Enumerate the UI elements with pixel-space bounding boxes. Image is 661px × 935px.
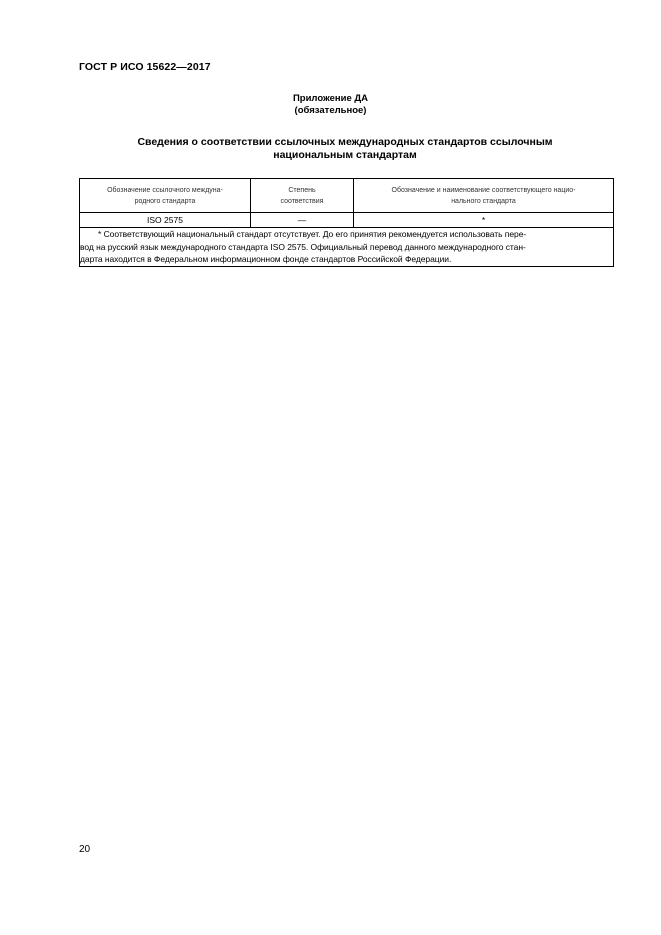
section-title <box>100 136 590 162</box>
header-line: нального стандарта <box>451 197 516 205</box>
header-line: Обозначение и наименование соответствующего нацио- <box>391 186 576 194</box>
correspondence-table <box>79 178 614 267</box>
header-line: родного стандарта <box>134 197 196 205</box>
header-line: Обозначение ссылочного междуна- <box>107 186 223 194</box>
annex-title-line2: (обязательное) <box>294 105 367 116</box>
footnote-line: вод на русский язык международного стандарта ISO 2575. Официальный перевод данного международного стан- <box>80 241 526 252</box>
table-header-row <box>80 179 614 213</box>
header-line: Степень <box>288 186 316 194</box>
cell-national-standard: * <box>354 213 614 228</box>
document-code: ГОСТ Р ИСО 15622—2017 <box>79 61 211 73</box>
header-line: соответствия <box>280 197 324 205</box>
footnote-line: дарта находится в Федеральном информационном фонде стандартов Российской Федерации. <box>80 254 452 264</box>
header-conformity-degree <box>251 179 354 213</box>
table-row <box>80 213 614 228</box>
section-title-line2: национальным стандартам <box>273 149 417 161</box>
header-reference-standard <box>80 179 251 213</box>
annex-title <box>0 93 661 117</box>
page-number: 20 <box>79 844 91 855</box>
header-national-standard <box>354 179 614 213</box>
footnote-cell <box>80 228 614 267</box>
footnote-line: * Соответствующий национальный стандарт отсутствует. До его принятия рекомендуется использовать пере- <box>98 229 527 239</box>
annex-title-line1: Приложение ДА <box>292 93 369 104</box>
cell-reference-standard: ISO 2575 <box>80 213 251 228</box>
footnote-row <box>80 228 614 267</box>
cell-conformity-degree: — <box>251 213 354 228</box>
section-title-line1: Сведения о соответствии ссылочных международных стандартов ссылочным <box>137 136 553 148</box>
